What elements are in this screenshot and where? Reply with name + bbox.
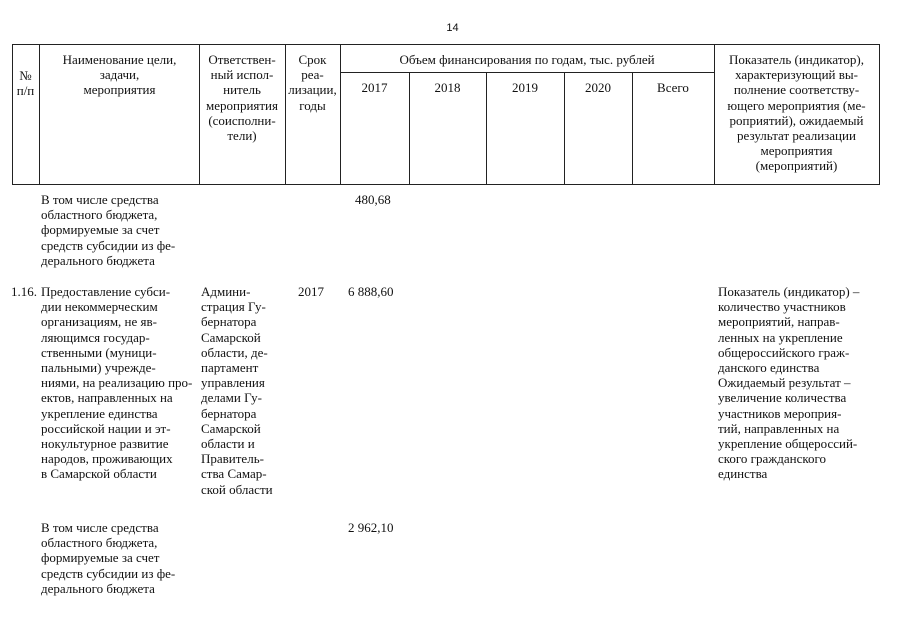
header-num: № п/п	[16, 68, 35, 99]
header-indicator: Показатель (индикатор), характеризующий вы- полнение соответству- ющего мероприятия (ме- роприятий), ожидаемый результат реализации мероприятия (мероприятий)	[727, 52, 866, 174]
row-3-value-2017: 2 962,10	[348, 520, 394, 535]
row-2-value-2017: 6 888,60	[348, 284, 394, 299]
grid-line-right	[879, 44, 880, 185]
row-2-executor: Админи- страция Гу- бернатора Самарской области, де- партамент управления делами Гу- бернатора Самарской области и Правитель- ства Самар- ской области	[201, 284, 273, 497]
header-name: Наименование цели, задачи, мероприятия	[62, 52, 177, 98]
row-2-name: Предоставление субси- дии некоммерческим организациям, не яв- ляющимся государ- ственными (муници- пальными) учрежде- ниями, на реализацию про- ектов, направленных на укрепление единства российской нации и эт- нокультурное развитие народов, проживающих в Самарской области	[41, 284, 193, 482]
grid-line-left	[12, 44, 13, 185]
header-term: Срок реа- лизации, годы	[288, 52, 337, 113]
header-year-2019: 2019	[512, 80, 538, 95]
header-year-2018: 2018	[434, 80, 461, 95]
row-1-value-2017: 480,68	[355, 192, 391, 207]
row-3-name: В том числе средства областного бюджета, формируемые за счет средств субсидии из фе- дерального бюджета	[41, 520, 176, 596]
page-number: 14	[446, 22, 459, 34]
header-funding: Объем финансирования по годам, тыс. рублей	[399, 52, 655, 67]
header-years-divider	[340, 72, 714, 73]
header-executor: Ответствен- ный испол- нитель мероприятия (соисполни- тели)	[205, 52, 278, 144]
header-total: Всего	[657, 80, 689, 95]
header-bottom-border	[12, 184, 880, 185]
row-2-indicator: Показатель (индикатор) – количество участников мероприятий, направ- ленных на укрепление общероссийского граж- данского единства Ожидаемый результат – увеличение количества участников мероприя- тий, направленных на укрепление общероссий- ского гражданского единства	[718, 284, 860, 482]
row-1-name: В том числе средства областного бюджета, формируемые за счет средств субсидии из фе- дерального бюджета	[41, 192, 176, 268]
row-2-num: 1.16.	[11, 284, 37, 299]
header-year-2017: 2017	[361, 80, 388, 95]
row-2-term: 2017	[298, 284, 324, 299]
header-top-border	[12, 44, 880, 45]
header-year-2020: 2020	[585, 80, 611, 95]
